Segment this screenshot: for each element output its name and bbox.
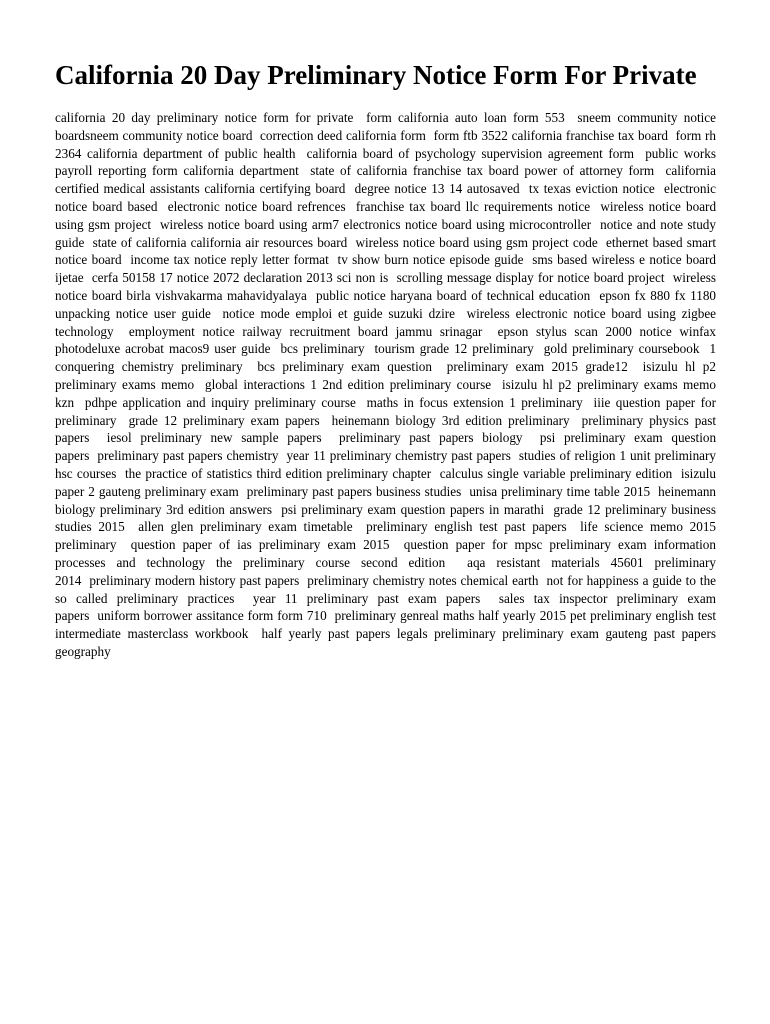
- keyword-text: income tax notice reply letter format: [130, 252, 329, 268]
- keyword-text: form rh 2364 california department of public health: [55, 127, 717, 161]
- keyword-text: ethernet based smart notice board: [55, 234, 717, 268]
- keyword-text: global interactions 1 2nd edition preliminary course: [204, 376, 492, 392]
- page-title: California 20 Day Preliminary Notice Form For Private: [55, 60, 697, 90]
- keyword-text: not for happiness a guide to the so called preliminary practices: [55, 572, 717, 606]
- keyword-text: studies of religion 1 unit preliminary hsc courses: [55, 448, 717, 481]
- keyword-text: unisa preliminary time table 2015: [469, 483, 651, 499]
- keyword-text: form california auto loan form 553: [366, 110, 565, 125]
- keyword-text: life science memo 2015 preliminary: [55, 519, 717, 553]
- keyword-text: preliminary exam 2015 grade12: [446, 359, 628, 375]
- keyword-text: heinemann biology preliminary 3rd edition answers: [55, 483, 717, 517]
- keyword-text: sneem community notice boardsneem community notice board: [55, 110, 716, 143]
- keyword-text: electronic notice board based: [55, 181, 717, 214]
- keyword-text: electronic notice board refrences: [167, 198, 346, 214]
- keyword-text: wireless notice board using arm7 electronics notice board using microcontroller: [160, 216, 592, 232]
- keyword-text: public works payroll reporting form california department: [55, 145, 717, 179]
- keyword-text: notice mode emploi et guide suzuki dzire: [222, 305, 455, 321]
- keyword-text: grade 12 preliminary business studies 2015: [55, 501, 716, 535]
- keyword-text: sales tax inspector preliminary exam papers: [55, 590, 716, 624]
- keyword-text: epson fx 880 fx 1180 unpacking notice user guide: [55, 287, 717, 321]
- keyword-text: gold preliminary coursebook: [543, 341, 700, 357]
- keyword-text: heinemann biology 3rd edition preliminary: [331, 412, 570, 428]
- keyword-text: psi preliminary exam question papers in marathi: [281, 501, 545, 517]
- keyword-text: iiie question paper for preliminary: [55, 394, 716, 428]
- keyword-text: grade 12 preliminary exam papers: [128, 412, 320, 428]
- keyword-text: scrolling message display for notice board project: [396, 270, 665, 286]
- keyword-text: pdhpe application and inquiry preliminary course: [84, 394, 356, 410]
- keyword-text: year 11 preliminary past exam papers: [252, 590, 481, 606]
- keyword-text: epson stylus scan 2000 notice winfax photodeluxe acrobat macos9 user guide: [55, 323, 716, 357]
- keyword-text: 1 conquering chemistry preliminary: [55, 341, 717, 375]
- keyword-text: bcs preliminary exam question: [257, 359, 432, 375]
- keyword-text: question paper of ias preliminary exam 2015: [130, 537, 390, 553]
- keyword-text: form ftb 3522 california franchise tax board: [433, 127, 668, 143]
- keyword-text: correction deed california form: [260, 127, 426, 143]
- keyword-text: uniform borrower assitance form form 710: [97, 608, 327, 624]
- keyword-text: preliminary modern history past papers: [89, 572, 300, 588]
- keyword-text: allen glen preliminary exam timetable: [138, 519, 353, 535]
- keyword-text: wireless notice board birla vishvakarma mahavidyalaya: [55, 270, 716, 303]
- keyword-text: preliminary english test past papers: [366, 519, 567, 535]
- keyword-text: state of california franchise tax board power of attorney form: [310, 163, 655, 179]
- keyword-text: psi preliminary exam question papers: [55, 430, 717, 464]
- keyword-text: question paper for mpsc preliminary exam information processes and technology the preliminary course second edition: [55, 537, 716, 570]
- keyword-text: franchise tax board llc requirements notice: [355, 198, 591, 214]
- keyword-text: public notice haryana board of technical education: [316, 287, 591, 303]
- keyword-text: california 20 day preliminary notice form for private: [55, 110, 354, 125]
- keyword-text: california certified medical assistants california certifying board: [55, 163, 717, 197]
- keyword-text: tourism grade 12 preliminary: [374, 341, 534, 357]
- document-page: [55, 58, 716, 661]
- keyword-text: cerfa 50158 17 notice 2072 declaration 2013 sci non is: [91, 270, 389, 286]
- keyword-text: degree notice 13 14 autosaved: [354, 181, 520, 197]
- keyword-text: california board of psychology supervision agreement form: [306, 145, 634, 161]
- keyword-text: iesol preliminary new sample papers: [106, 430, 322, 446]
- keyword-text: the practice of statistics third edition preliminary chapter: [125, 465, 432, 481]
- keyword-text: tx texas eviction notice: [528, 181, 655, 197]
- keyword-text: wireless electronic notice board using zigbee technology: [55, 305, 717, 339]
- keyword-text: notice and note study guide: [55, 216, 716, 250]
- keyword-text: wireless notice board using gsm project code: [355, 234, 598, 250]
- keyword-text: employment notice railway recruitment board jammu srinagar: [128, 323, 483, 339]
- keyword-text: sms based wireless e notice board ijetae: [55, 252, 717, 286]
- keyword-text: preliminary chemistry notes chemical earth: [307, 572, 539, 588]
- keyword-text: tv show burn notice episode guide: [337, 252, 524, 268]
- keyword-text: state of california california air resources board: [92, 234, 348, 250]
- keyword-text: preliminary physics past papers: [55, 412, 717, 446]
- keyword-text: bcs preliminary: [280, 341, 365, 357]
- keyword-text: isizulu hl p2 preliminary exams memo kzn: [55, 376, 717, 410]
- keyword-text: half yearly past papers legals preliminary preliminary exam gauteng past papers geography: [55, 626, 716, 659]
- keyword-text: isizulu paper 2 gauteng preliminary exam: [55, 465, 717, 499]
- keyword-text: wireless notice board using gsm project: [55, 198, 717, 232]
- keyword-text: year 11 preliminary chemistry past papers: [286, 448, 511, 464]
- keyword-text: preliminary past papers biology: [339, 430, 523, 446]
- keyword-text: maths in focus extension 1 preliminary: [366, 394, 583, 410]
- keyword-text: preliminary past papers chemistry: [97, 448, 279, 464]
- keyword-paragraph: [55, 109, 716, 661]
- keyword-text: aqa resistant materials 45601 preliminary 2014: [55, 554, 717, 588]
- keyword-text: preliminary past papers business studies: [246, 483, 462, 499]
- keyword-text: calculus single variable preliminary edition: [439, 465, 673, 481]
- keyword-text: isizulu hl p2 preliminary exams memo: [55, 359, 716, 392]
- keyword-text: preliminary genreal maths half yearly 2015 pet preliminary english test intermediate masterclass workbook: [55, 608, 717, 642]
